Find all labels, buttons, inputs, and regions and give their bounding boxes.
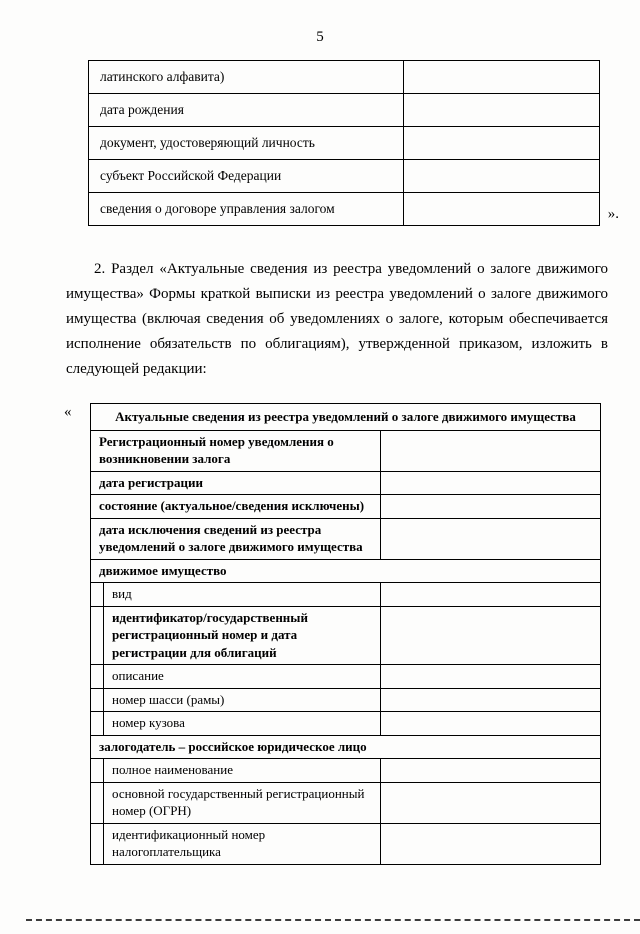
value-cell bbox=[381, 782, 601, 823]
label-cell: Регистрационный номер уведомления о возникновении залога bbox=[91, 430, 381, 471]
label-cell: дата регистрации bbox=[91, 471, 381, 495]
table-row bbox=[89, 94, 600, 127]
value-cell bbox=[381, 712, 601, 736]
value-cell bbox=[381, 471, 601, 495]
table-section-row bbox=[91, 559, 601, 583]
value-cell bbox=[381, 688, 601, 712]
value-cell bbox=[381, 759, 601, 783]
table-header: Актуальные сведения из реестра уведомлений о залоге движимого имущества bbox=[91, 404, 601, 431]
indent-cell bbox=[91, 665, 104, 689]
indent-cell bbox=[91, 823, 104, 864]
table-header-row bbox=[91, 404, 601, 431]
page-number: 5 bbox=[316, 29, 324, 45]
table-row bbox=[91, 606, 601, 665]
upper-table bbox=[88, 60, 600, 226]
label-cell: полное наименование bbox=[104, 759, 381, 783]
indent-cell bbox=[91, 583, 104, 607]
label-cell: состояние (актуальное/сведения исключены) bbox=[91, 495, 381, 519]
indent-cell bbox=[91, 712, 104, 736]
label-cell: описание bbox=[104, 665, 381, 689]
value-cell bbox=[381, 518, 601, 559]
value-cell bbox=[404, 94, 600, 127]
table-row bbox=[89, 160, 600, 193]
label-cell: номер шасси (рамы) bbox=[104, 688, 381, 712]
table-row bbox=[89, 61, 600, 94]
label-cell: сведения о договоре управления залогом bbox=[89, 193, 404, 226]
table-row bbox=[91, 782, 601, 823]
table-row bbox=[91, 823, 601, 864]
section-label-cell: движимое имущество bbox=[91, 559, 601, 583]
table-row bbox=[91, 688, 601, 712]
table-row bbox=[91, 712, 601, 736]
value-cell bbox=[381, 495, 601, 519]
label-cell: документ, удостоверяющий личность bbox=[89, 127, 404, 160]
table-row bbox=[91, 471, 601, 495]
label-cell: номер кузова bbox=[104, 712, 381, 736]
label-cell: дата исключения сведений из реестра уведомлений о залоге движимого имущества bbox=[91, 518, 381, 559]
page-cut-line bbox=[26, 919, 640, 921]
table-row bbox=[89, 193, 600, 226]
indent-cell bbox=[91, 759, 104, 783]
table-row bbox=[89, 127, 600, 160]
value-cell bbox=[404, 193, 600, 226]
indent-cell bbox=[91, 782, 104, 823]
closing-quote-mark: ». bbox=[607, 206, 619, 222]
value-cell bbox=[404, 127, 600, 160]
label-cell: дата рождения bbox=[89, 94, 404, 127]
label-cell: вид bbox=[104, 583, 381, 607]
upper-table-wrap bbox=[88, 60, 619, 226]
value-cell bbox=[381, 583, 601, 607]
value-cell bbox=[381, 823, 601, 864]
indent-cell bbox=[91, 688, 104, 712]
label-cell: субъект Российской Федерации bbox=[89, 160, 404, 193]
opening-quote-mark: « bbox=[64, 404, 72, 420]
table-row bbox=[91, 495, 601, 519]
label-cell: идентификатор/государственный регистрационный номер и дата регистрации для облигаций bbox=[104, 606, 381, 665]
lower-table-wrap bbox=[64, 403, 600, 865]
table-row bbox=[91, 759, 601, 783]
label-cell: идентификационный номер налогоплательщика bbox=[104, 823, 381, 864]
indent-cell bbox=[91, 606, 104, 665]
label-cell: латинского алфавита) bbox=[89, 61, 404, 94]
table-row bbox=[91, 583, 601, 607]
section-label-cell: залогодатель – российское юридическое лицо bbox=[91, 735, 601, 759]
value-cell bbox=[404, 61, 600, 94]
body-paragraph: 2. Раздел «Актуальные сведения из реестра уведомлений о залоге движимого имущества» Формы краткой выписки из реестра уведомлений о залоге движимого имущества (включая сведения об уведомлениях о залоге, которым обеспечивается исполнение обязательств по облигациям), утвержденной приказом, изложить в следующей редакции: bbox=[66, 261, 608, 377]
value-cell bbox=[381, 665, 601, 689]
value-cell bbox=[381, 606, 601, 665]
table-row bbox=[91, 430, 601, 471]
value-cell bbox=[381, 430, 601, 471]
lower-table bbox=[90, 403, 601, 865]
table-section-row bbox=[91, 735, 601, 759]
table-row bbox=[91, 665, 601, 689]
table-row bbox=[91, 518, 601, 559]
value-cell bbox=[404, 160, 600, 193]
label-cell: основной государственный регистрационный номер (ОГРН) bbox=[104, 782, 381, 823]
